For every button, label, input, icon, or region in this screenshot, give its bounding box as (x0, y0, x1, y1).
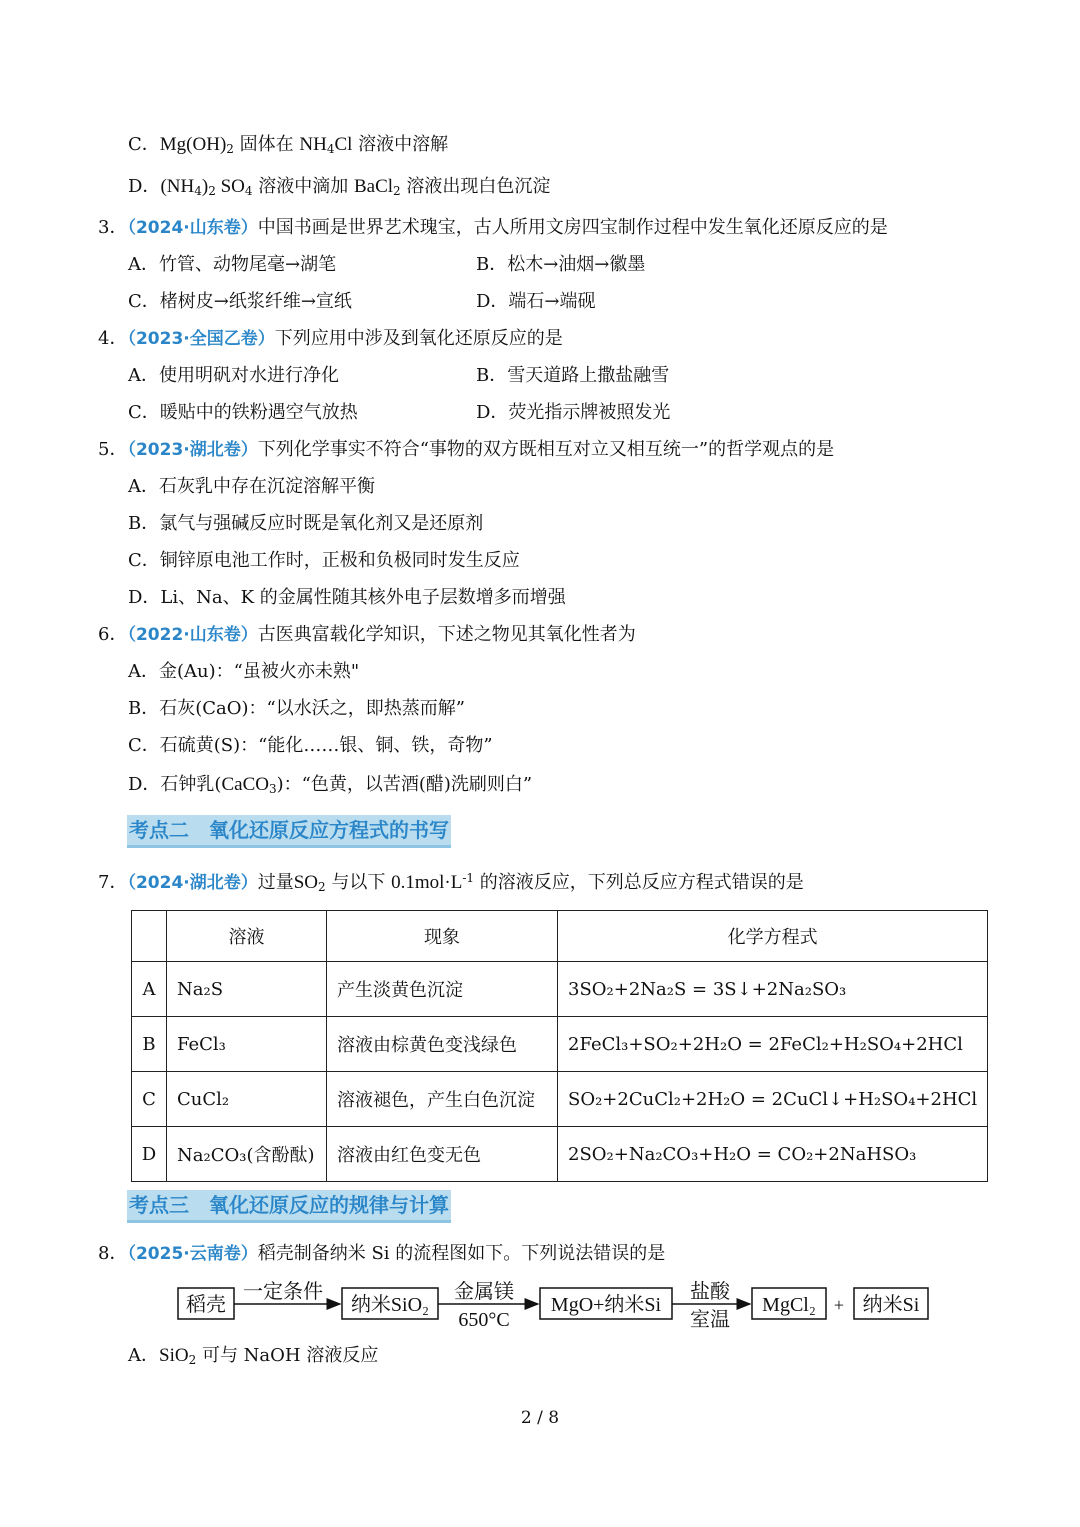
row-letter: D (132, 1127, 167, 1182)
flow-arrow-1-label: 一定条件 (243, 1281, 323, 1303)
page-number: 2 / 8 (520, 1408, 560, 1428)
q4-option-a: A．使用明矾对水进行净化 (128, 365, 339, 386)
q3-option-b: B．松木→油烟→徽墨 (476, 254, 646, 275)
row-letter: C (132, 1072, 167, 1127)
q6-option-c: C．石硫黄(S)：“能化……银、铜、铁，奇物” (128, 735, 493, 756)
row-equation: 2FeCl₃+SO₂+2H₂O = 2FeCl₂+H₂SO₄+2HCl (558, 1017, 988, 1072)
reaction-table (131, 910, 988, 1182)
q3-option-a: A．竹管、动物尾毫→湖笔 (128, 254, 337, 275)
q3-option-d: D．端石→端砚 (476, 291, 596, 312)
row-equation: 3SO₂+2Na₂S = 3S↓+2Na₂SO₃ (558, 962, 988, 1017)
q2-option-c: C．$Mg(OH)_2$ 固体在 $NH_4Cl$ 溶液中溶解 (128, 134, 449, 156)
flow-box-rice-husk-label: 稻壳 (186, 1294, 226, 1316)
q6-option-b: B．石灰(CaO)：“以水沃之，即热蒸而解” (128, 698, 465, 719)
flow-box-mgo-si-label: MgO+纳米Si (550, 1294, 662, 1316)
flow-arrow-3-label-top: 盐酸 (690, 1281, 730, 1303)
q4-option-b: B．雪天道路上撒盐融雪 (476, 365, 670, 386)
table-header-cell: 溶液 (167, 911, 327, 962)
q4-option-d: D．荧光指示牌被照发光 (476, 402, 671, 423)
row-equation: 2SO₂+Na₂CO₃+H₂O = CO₂+2NaHSO₃ (558, 1127, 988, 1182)
table-header-cell: 化学方程式 (558, 911, 988, 962)
table-header-row (132, 911, 988, 962)
q5-option-b: B．氯气与强碱反应时既是氧化剂又是还原剂 (128, 513, 484, 534)
table-row (132, 1017, 988, 1072)
section-heading-2: 考点二 氧化还原反应方程式的书写 (127, 815, 451, 848)
flow-plus-sign: + (833, 1295, 845, 1315)
question-5-stem: 5．（2023·湖北卷）下列化学事实不符合“事物的双方既相互对立又相互统一”的哲学观点的是 (98, 439, 835, 460)
table-header-cell: 现象 (327, 911, 558, 962)
row-letter: B (132, 1017, 167, 1072)
row-equation: SO₂+2CuCl₂+2H₂O = 2CuCl↓+H₂SO₄+2HCl (558, 1072, 988, 1127)
row-letter: A (132, 962, 167, 1017)
row-solution: Na₂S (167, 962, 327, 1017)
flow-box-mgcl2-label: MgCl₂ (762, 1294, 816, 1316)
q6-option-d: D．石钟乳(CaCO$_3$)：“色黄，以苦酒(醋)洗刷则白” (128, 774, 533, 796)
row-solution: CuCl₂ (167, 1072, 327, 1127)
question-7-stem: 7．（2024·湖北卷）过量$SO_2$ 与以下 $0.1mol\cdot L^{-1}$ 的溶液反应，下列总反应方程式错误的是 (98, 871, 804, 894)
q5-option-c: C．铜锌原电池工作时，正极和负极同时发生反应 (128, 550, 520, 571)
q4-option-c: C．暖贴中的铁粉遇空气放热 (128, 402, 358, 423)
row-phenomenon: 溶液由红色变无色 (327, 1127, 558, 1182)
flow-arrow-2-label-top: 金属镁 (454, 1281, 514, 1303)
q8-option-a: A．SiO$_2$ 可与 NaOH 溶液反应 (128, 1345, 379, 1367)
section-heading-3: 考点三 氧化还原反应的规律与计算 (127, 1190, 451, 1223)
row-solution: Na₂CO₃(含酚酞) (167, 1127, 327, 1182)
process-flow-diagram (170, 1272, 940, 1344)
q6-option-a: A．金(Au)：“虽被火亦未熟" (128, 661, 360, 682)
q3-option-c: C．楮树皮→纸浆纤维→宣纸 (128, 291, 352, 312)
q5-option-a: A．石灰乳中存在沉淀溶解平衡 (128, 476, 375, 497)
table-header-cell (132, 911, 167, 962)
row-phenomenon: 溶液褪色，产生白色沉淀 (327, 1072, 558, 1127)
table-row (132, 1072, 988, 1127)
table-row (132, 1127, 988, 1182)
table-row (132, 962, 988, 1017)
question-8-stem: 8．（2025·云南卷）稻壳制备纳米 Si 的流程图如下。下列说法错误的是 (98, 1243, 666, 1264)
q2-option-d: D．$(NH_4)_2$ $SO_4$ 溶液中滴加 BaCl$_2$ 溶液出现白色沉淀 (128, 176, 551, 198)
flow-arrow-2-label-bottom: 650°C (458, 1309, 510, 1331)
question-3-stem: 3．（2024·山东卷）中国书画是世界艺术瑰宝，古人所用文房四宝制作过程中发生氧化还原反应的是 (98, 217, 888, 238)
question-6-stem: 6．（2022·山东卷）古医典富载化学知识，下述之物见其氧化性者为 (98, 624, 636, 645)
row-phenomenon: 溶液由棕黄色变浅绿色 (327, 1017, 558, 1072)
flow-arrow-3-label-bottom: 室温 (690, 1309, 730, 1331)
q5-option-d: D．Li、Na、K 的金属性随其核外电子层数增多而增强 (128, 587, 566, 608)
flow-box-nano-si-label: 纳米Si (862, 1294, 920, 1316)
row-phenomenon: 产生淡黄色沉淀 (327, 962, 558, 1017)
flow-box-nano-sio2-label: 纳米SiO₂ (350, 1294, 430, 1316)
question-4-stem: 4．（2023·全国乙卷）下列应用中涉及到氧化还原反应的是 (98, 328, 563, 349)
row-solution: FeCl₃ (167, 1017, 327, 1072)
